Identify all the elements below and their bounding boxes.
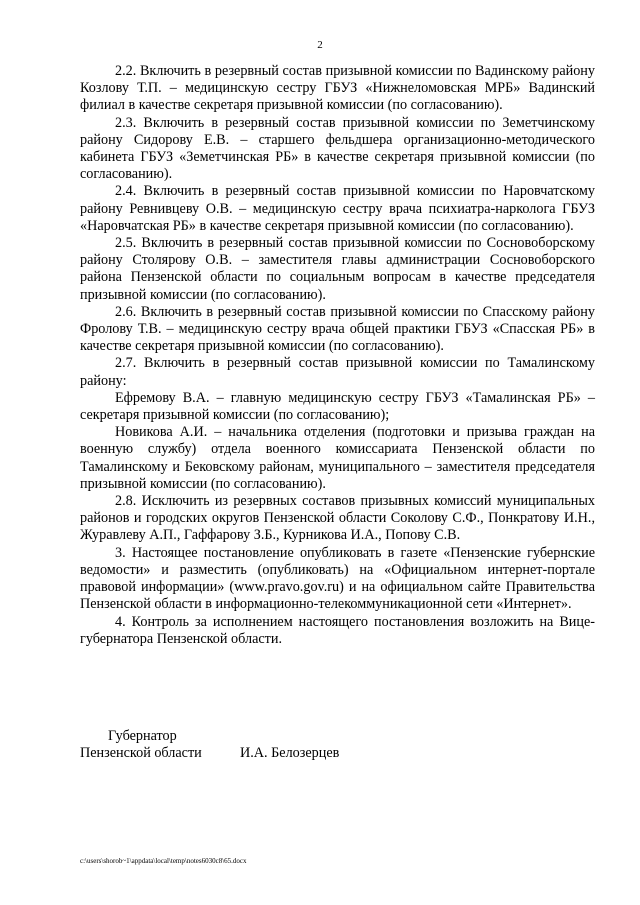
paragraph-2-4: 2.4. Включить в резервный состав призывной комиссии по Наровчатскому району Ревнивцеву О.В. – медицинскую сестру врача психиатра-нарколога ГБУЗ «Наровчатская РБ» в качестве секретаря призывной комиссии (по согласованию). <box>80 183 595 234</box>
footer-file-path: c:\users\shorob~1\appdata\local\temp\notes6030c8\65.docx <box>80 857 247 865</box>
paragraph-2-6: 2.6. Включить в резервный состав призывной комиссии по Спасскому району Фролову Т.В. – медицинскую сестру врача общей практики ГБУЗ «Спасская РБ» в качестве секретаря призывной комиссии (по согласованию). <box>80 303 595 355</box>
signature-name: И.А. Белозерцев <box>240 745 340 761</box>
signature-title-line1: Губернатор <box>108 728 177 744</box>
paragraph-3: 3. Настоящее постановление опубликовать в газете «Пензенские губернские ведомости» и разместить (опубликовать) на «Официальном интернет-портале правовой информации» (www.pravo.gov.ru) и на официальном сайте Правительства Пензенской области в информационно-телекоммуникационной сети «Интернет». <box>80 544 595 613</box>
paragraph-4: 4. Контроль за исполнением настоящего постановления возложить на Вице-губернатора Пензенской области. <box>80 613 595 647</box>
paragraph-2-7-efremova: Ефремову В.А. – главную медицинскую сестру ГБУЗ «Тамалинская РБ» – секретаря призывной комиссии (по согласованию); <box>80 389 595 424</box>
signature-title-line2: Пензенской области <box>80 745 202 761</box>
paragraph-2-2: 2.2. Включить в резервный состав призывной комиссии по Вадинскому району Козлову Т.П. – медицинскую сестру ГБУЗ «Нижнеломовская МРБ» Вадинский филиал в качестве секретаря призывной комиссии (по согласованию). <box>80 63 595 114</box>
paragraph-2-5: 2.5. Включить в резервный состав призывной комиссии по Сосновоборскому району Столярову О.В. – заместителя главы администрации Сосновоборского района Пензенской области по социальным вопросам в качестве председателя призывной комиссии (по согласованию). <box>80 235 595 303</box>
paragraph-2-7: 2.7. Включить в резервный состав призывной комиссии по Тамалинскому району: <box>80 355 595 389</box>
document-body <box>80 63 595 648</box>
paragraph-2-7-novikov: Новикова А.И. – начальника отделения (подготовки и призыва граждан на военную службу) отдела военного комиссариата Пензенской области по Тамалинскому и Бековскому районам, муниципального – заместителя председателя призывной комиссии (по согласованию). <box>80 424 595 492</box>
paragraph-2-8: 2.8. Исключить из резервных составов призывных комиссий муниципальных районов и городских округов Пензенской области Соколову С.Ф., Понкратову И.Н., Журавлеву А.П., Гаффарову З.Б., Курникова И.А., Попову С.В. <box>80 493 595 544</box>
page-number: 2 <box>317 39 323 51</box>
paragraph-2-3: 2.3. Включить в резервный состав призывной комиссии по Земетчинскому району Сидорову Е.В. – старшего фельдшера организационно-методического кабинета ГБУЗ «Земетчинская РБ» в качестве секретаря призывной комиссии (по согласованию). <box>80 114 595 183</box>
